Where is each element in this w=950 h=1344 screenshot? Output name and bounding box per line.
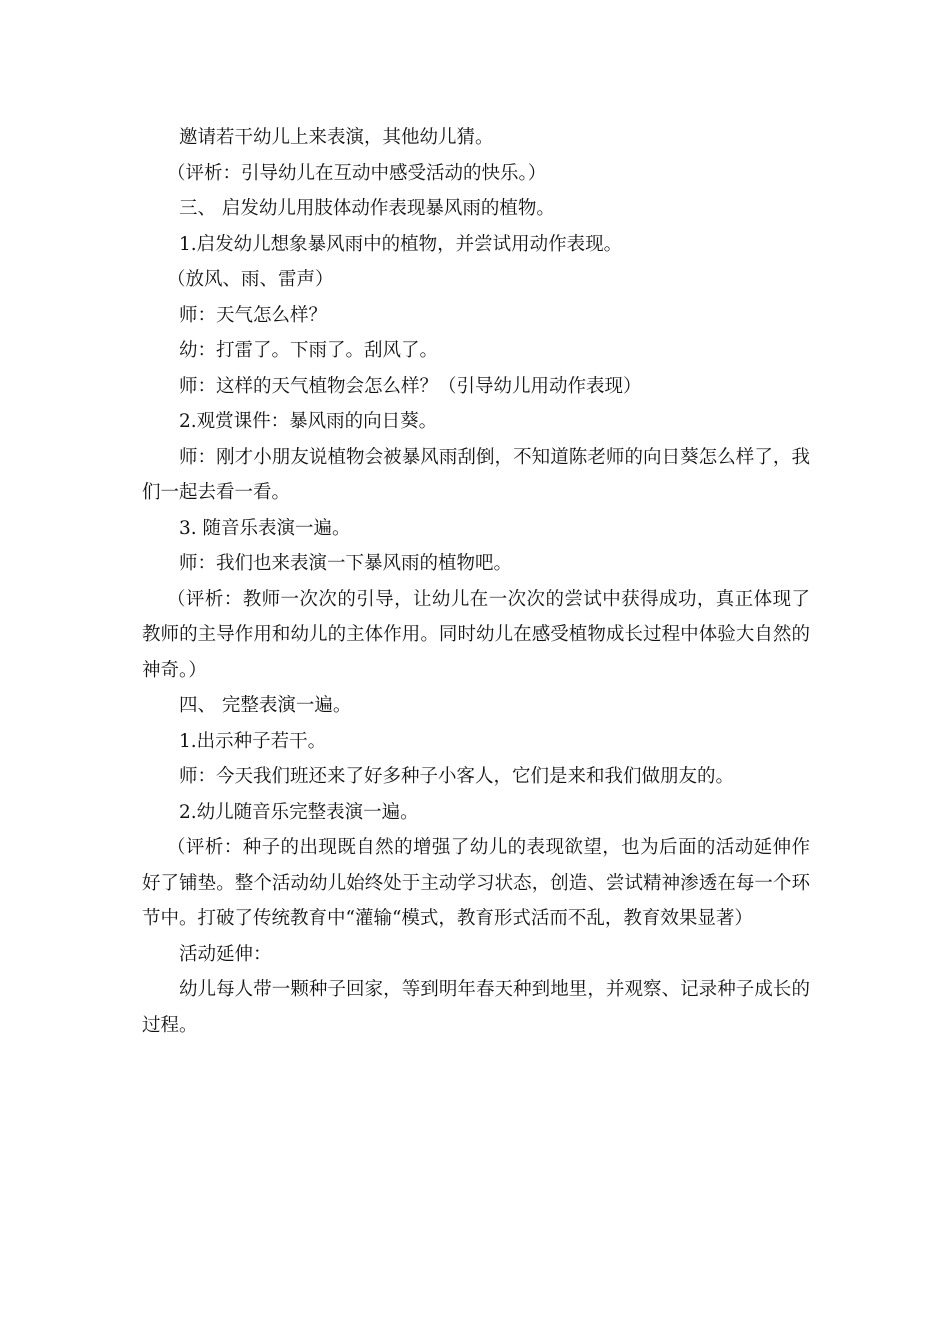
paragraph-13-commentary: （评析：教师一次次的引导，让幼儿在一次次的尝试中获得成功，真正体现了教师的主导作用和幼儿的主体作用。同时幼儿在感受植物成长过程中体验大自然的神奇。） — [142, 588, 810, 681]
paragraph-14-section-heading: 四、 完整表演一遍。 — [179, 695, 352, 716]
paragraph-4: 1.启发幼儿想象暴风雨中的植物，并尝试用动作表现。 — [179, 233, 623, 255]
paragraph-15: 1.出示种子若干。 — [179, 730, 327, 752]
paragraph-1: 邀请若干幼儿上来表演，其他幼儿猜。 — [179, 127, 494, 148]
paragraph-2-commentary: （评析：引导幼儿在互动中感受活动的快乐。） — [167, 162, 547, 184]
paragraph-7-dialogue: 幼：打雷了。下雨了。刮风了。 — [179, 340, 439, 361]
paragraph-17: 2.幼儿随音乐完整表演一遍。 — [179, 801, 419, 823]
paragraph-20: 幼儿每人带一颗种子回家，等到明年春天种到地里，并观察、记录种子成长的过程。 — [142, 979, 810, 1036]
paragraph-19-heading: 活动延伸： — [179, 943, 272, 965]
paragraph-6-dialogue: 师：天气怎么样？ — [179, 304, 328, 326]
paragraph-16-dialogue: 师：今天我们班还来了好多种子小客人，它们是来和我们做朋友的。 — [179, 766, 735, 787]
document-body — [142, 120, 810, 1043]
paragraph-11: 3. 随音乐表演一遍。 — [179, 517, 351, 539]
paragraph-12-dialogue: 师：我们也来表演一下暴风雨的植物吧。 — [179, 553, 513, 574]
paragraph-18-commentary: （评析：种子的出现既自然的增强了幼儿的表现欲望，也为后面的活动延伸作好了铺垫。整个活动幼儿始终处于主动学习状态，创造、尝试精神渗透在每一个环节中。打破了传统教育中“灌输“模式，教育形式活而不乱，教育效果显著） — [142, 837, 810, 929]
paragraph-8-dialogue: 师：这样的天气植物会怎么样？（引导幼儿用动作表现） — [179, 375, 642, 397]
paragraph-3-section-heading: 三、 启发幼儿用肢体动作表现暴风雨的植物。 — [179, 198, 555, 219]
paragraph-10-dialogue: 师：刚才小朋友说植物会被暴风雨刮倒，不知道陈老师的向日葵怎么样了，我们一起去看一看。 — [142, 446, 810, 503]
paragraph-5-note: （放风、雨、雷声） — [167, 269, 334, 290]
paragraph-9: 2.观赏课件：暴风雨的向日葵。 — [179, 411, 438, 432]
